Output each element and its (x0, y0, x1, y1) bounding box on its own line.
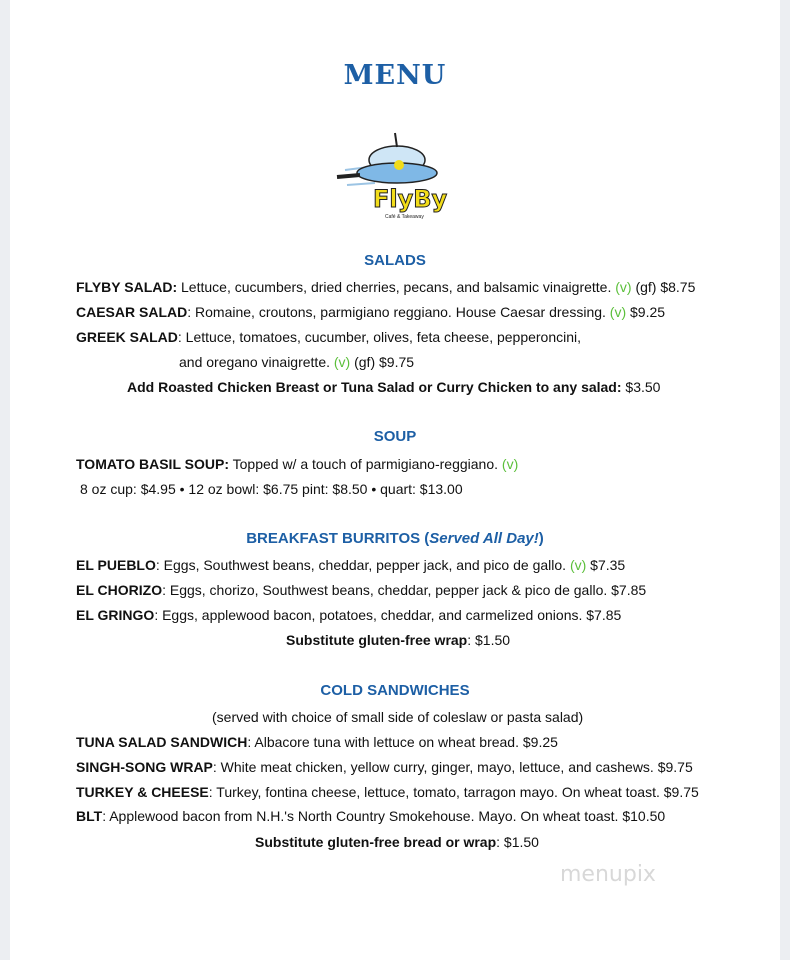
salads-heading: SALADS (364, 252, 426, 269)
menu-item: TURKEY & CHEESE: Turkey, fontina cheese, lettuce, tomato, tarragon mayo. On wheat toast. $9.75 (76, 784, 699, 800)
soup-sizes: 8 oz cup: $4.95 • 12 oz bowl: $6.75 pint: $8.50 • quart: $13.00 (80, 481, 463, 497)
svg-text:Café & Takeaway: Café & Takeaway (385, 214, 424, 220)
watermark: menupix (560, 862, 656, 887)
menu-item: FLYBY SALAD: Lettuce, cucumbers, dried cherries, pecans, and balsamic vinaigrette. (v) (gf) $8.75 (76, 279, 696, 295)
menu-item-cont: and oregano vinaigrette. (v) (gf) $9.75 (179, 354, 415, 370)
menu-item: EL PUEBLO: Eggs, Southwest beans, cheddar, pepper jack, and pico de gallo. (v) $7.35 (76, 557, 626, 573)
salad-addon: Add Roasted Chicken Breast or Tuna Salad or Curry Chicken to any salad: $3.50 (127, 379, 661, 395)
menu-item: EL CHORIZO: Eggs, chorizo, Southwest beans, cheddar, pepper jack & pico de gallo. $7.85 (76, 582, 647, 598)
svg-text:FlyBy: FlyBy (373, 185, 448, 213)
menu-item: SINGH-SONG WRAP: White meat chicken, yellow curry, ginger, mayo, lettuce, and cashews. $9.75 (76, 759, 693, 775)
menu-item: CAESAR SALAD: Romaine, croutons, parmigiano reggiano. House Caesar dressing. (v) $9.25 (76, 304, 666, 320)
page-title: MENU (343, 60, 447, 91)
sandwiches-note: (served with choice of small side of coleslaw or pasta salad) (212, 709, 584, 725)
soup-heading: SOUP (373, 428, 417, 445)
sandwich-substitute: Substitute gluten-free bread or wrap: $1.50 (255, 834, 539, 850)
sandwiches-heading: COLD SANDWICHES (320, 682, 470, 699)
flyby-logo (335, 125, 455, 220)
burrito-substitute: Substitute gluten-free wrap: $1.50 (286, 632, 511, 648)
menu-item: BLT: Applewood bacon from N.H.'s North Country Smokehouse. Mayo. On wheat toast. $10.50 (76, 808, 666, 824)
burritos-heading: BREAKFAST BURRITOS (Served All Day!) (246, 530, 544, 547)
menu-item: EL GRINGO: Eggs, applewood bacon, potatoes, cheddar, and carmelized onions. $7.85 (76, 607, 622, 623)
menu-item: GREEK SALAD: Lettuce, tomatoes, cucumber, olives, feta cheese, pepperoncini, (76, 329, 582, 345)
menu-page (10, 0, 780, 960)
menu-item: TOMATO BASIL SOUP: Topped w/ a touch of parmigiano-reggiano. (v) (76, 456, 519, 472)
menu-item: TUNA SALAD SANDWICH: Albacore tuna with lettuce on wheat bread. $9.25 (76, 734, 558, 750)
